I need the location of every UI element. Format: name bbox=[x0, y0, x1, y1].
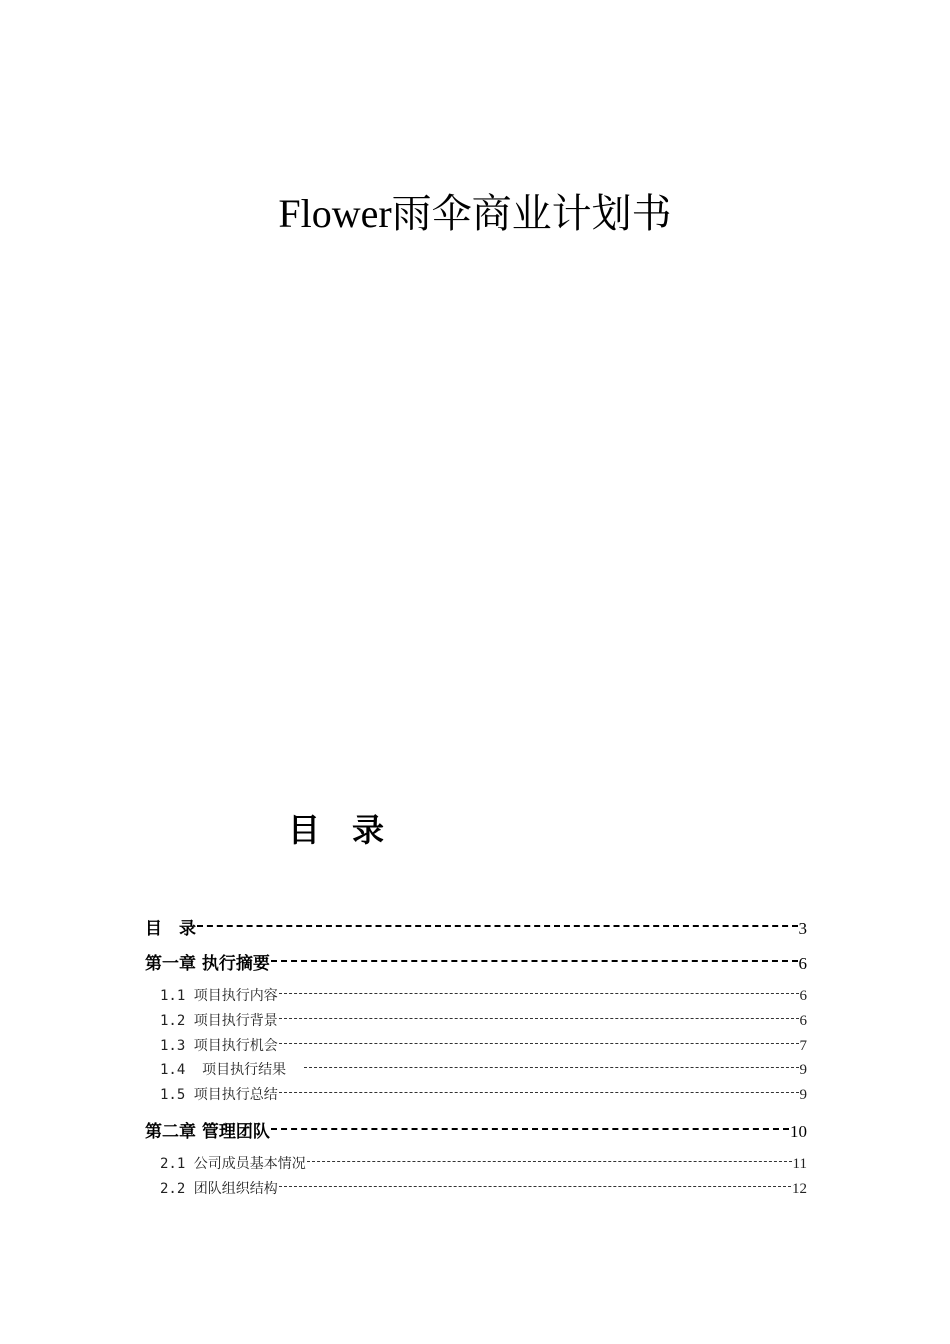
toc-leader bbox=[279, 1172, 791, 1187]
toc-leader bbox=[279, 1029, 799, 1044]
toc-leader bbox=[279, 1078, 799, 1093]
toc-leader bbox=[197, 908, 798, 927]
toc-entry[interactable] bbox=[145, 1117, 807, 1143]
toc-entry-label: 2.2 团队组织结构 bbox=[160, 1181, 278, 1197]
table-of-contents bbox=[145, 0, 807, 1344]
toc-entry[interactable] bbox=[145, 949, 807, 975]
toc-leader bbox=[304, 1053, 798, 1068]
toc-entry-page: 6 bbox=[799, 1013, 807, 1029]
toc-entry-page: 6 bbox=[798, 954, 807, 973]
toc-leader bbox=[279, 1004, 799, 1019]
toc-heading: 目 录 bbox=[288, 811, 385, 849]
toc-entry-page: 6 bbox=[799, 988, 807, 1004]
toc-entry-page: 9 bbox=[799, 1087, 807, 1103]
toc-leader bbox=[271, 1111, 789, 1130]
toc-entry[interactable] bbox=[145, 1084, 807, 1106]
toc-entry-page: 10 bbox=[790, 1122, 807, 1141]
toc-entry-page: 7 bbox=[799, 1038, 807, 1054]
toc-entry-label: 目 录 bbox=[145, 919, 196, 939]
toc-entry-label: 1.1 项目执行内容 bbox=[160, 988, 278, 1004]
document-title: Flower雨伞商业计划书 bbox=[278, 191, 672, 236]
toc-entry-page: 3 bbox=[798, 919, 807, 938]
toc-entry-label: 1.3 项目执行机会 bbox=[160, 1038, 278, 1054]
toc-leader bbox=[307, 1147, 792, 1162]
toc-entry[interactable] bbox=[145, 1178, 807, 1200]
toc-leader bbox=[279, 979, 799, 994]
toc-entry-label: 第二章 管理团队 bbox=[145, 1122, 270, 1142]
toc-entry-label: 1.2 项目执行背景 bbox=[160, 1013, 278, 1029]
toc-entry[interactable] bbox=[145, 914, 807, 940]
toc-entry-label: 2.1 公司成员基本情况 bbox=[160, 1156, 306, 1172]
toc-entry-label: 1.5 项目执行总结 bbox=[160, 1087, 278, 1103]
toc-leader bbox=[271, 943, 798, 962]
toc-entry-page: 11 bbox=[792, 1156, 807, 1172]
toc-entry-label: 第一章 执行摘要 bbox=[145, 954, 270, 974]
toc-entry-page: 12 bbox=[792, 1181, 807, 1197]
toc-entry-label: 1.4 项目执行结果 bbox=[160, 1062, 304, 1078]
toc-entry-page: 9 bbox=[799, 1062, 807, 1078]
